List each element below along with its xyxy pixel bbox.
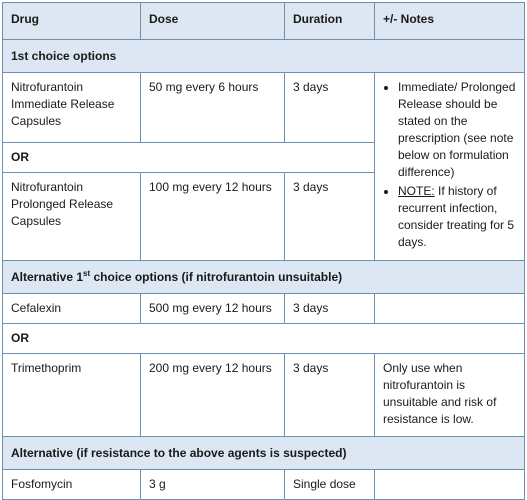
duration-cell: 3 days [285, 354, 375, 437]
drug-cell: Fosfomycin [3, 470, 141, 500]
duration-cell: 3 days [285, 73, 375, 143]
table-row [3, 354, 525, 437]
section-title-text: choice options (if nitrofurantoin unsuitable) [90, 270, 343, 284]
notes-cell [375, 294, 525, 324]
dose-cell: 200 mg every 12 hours [141, 354, 285, 437]
table-row [3, 470, 525, 500]
list-item: • Immediate/ Prolonged Release should be stated on the prescription (see note below on formulation difference) [398, 79, 516, 181]
section-alternative-first-choice [3, 261, 525, 294]
dose-cell: 100 mg every 12 hours [141, 173, 285, 261]
table-row [3, 294, 525, 324]
notes-cell [375, 73, 525, 261]
duration-cell: 3 days [285, 294, 375, 324]
header-duration: Duration [285, 3, 375, 40]
section-title: 1st choice options [3, 40, 525, 73]
drug-cell: Trimethoprim [3, 354, 141, 437]
or-label: OR [3, 324, 525, 354]
section-title: Alternative (if resistance to the above agents is suspected) [3, 437, 525, 470]
note-label: NOTE: [398, 184, 435, 198]
section-first-choice [3, 40, 525, 73]
section-alternative-resistance [3, 437, 525, 470]
table-row [3, 73, 525, 143]
header-drug: Drug [3, 3, 141, 40]
dose-cell: 3 g [141, 470, 285, 500]
or-row [3, 324, 525, 354]
or-label: OR [3, 143, 375, 173]
section-title-text: Alternative 1 [11, 270, 84, 284]
antibiotic-table [2, 2, 525, 500]
section-title-superscript: st [83, 269, 91, 278]
drug-cell: Cefalexin [3, 294, 141, 324]
duration-cell: Single dose [285, 470, 375, 500]
header-notes: +/- Notes [375, 3, 525, 40]
duration-cell: 3 days [285, 173, 375, 261]
header-dose: Dose [141, 3, 285, 40]
dose-cell: 50 mg every 6 hours [141, 73, 285, 143]
dose-cell: 500 mg every 12 hours [141, 294, 285, 324]
drug-cell: Nitrofurantoin Prolonged Release Capsules [3, 173, 141, 261]
header-row [3, 3, 525, 40]
notes-cell [375, 470, 525, 500]
list-item [398, 183, 516, 251]
section-title [3, 261, 525, 294]
notes-cell: Only use when nitrofurantoin is unsuitable and risk of resistance is low. [375, 354, 525, 437]
drug-cell: Nitrofurantoin Immediate Release Capsules [3, 73, 141, 143]
notes-list [383, 79, 516, 251]
note-text: If history of recurrent infection, consider treating for 5 days. [398, 184, 515, 249]
antibiotic-table-container [2, 2, 524, 492]
